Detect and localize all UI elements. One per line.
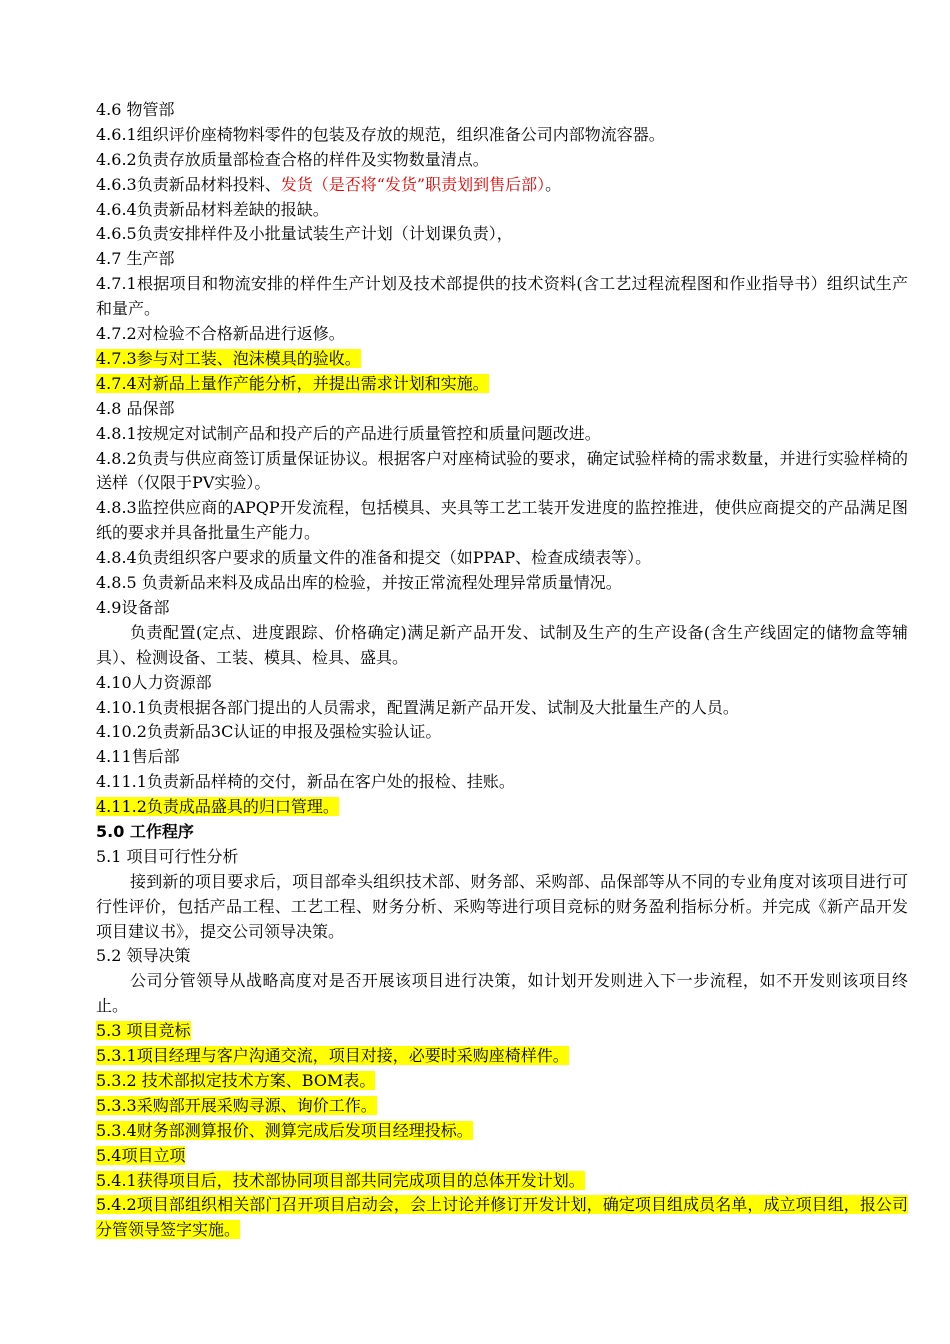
- line-text: 4.10.2负责新品3C认证的申报及强检实验认证。: [96, 722, 442, 742]
- document-line: [96, 1019, 908, 1044]
- line-text: 5.4项目立项: [96, 1145, 186, 1165]
- document-line: [96, 173, 908, 198]
- document-line: [96, 770, 908, 795]
- line-text: 5.2 领导决策: [96, 946, 191, 966]
- line-text: 负责配置(定点、进度跟踪、价格确定)满足新产品开发、试制及生产的生产设备(含生产线固定的储物盒等辅具）、检测设备、工装、模具、检具、盛具。: [96, 622, 908, 667]
- document-line: [96, 969, 908, 1019]
- document-line: [96, 795, 908, 820]
- document-line: [96, 621, 908, 671]
- document-line: [96, 870, 908, 945]
- line-text: 4.8.1按规定对试制产品和投产后的产品进行质量管控和质量问题改进。: [96, 423, 601, 443]
- line-text: 接到新的项目要求后，项目部牵头组织技术部、财务部、采购部、品保部等从不同的专业角度对该项目进行可行性评价，包括产品工程、工艺工程、财务分析、采购等进行项目竞标的财务盈利指标分析。并完成《新产品开发项目建议书》，提交公司领导决策。: [96, 871, 908, 941]
- document-line: [96, 696, 908, 721]
- document-line: [96, 745, 908, 770]
- document-line: [96, 1044, 908, 1069]
- document-line: [96, 222, 908, 247]
- document-line: [96, 372, 908, 397]
- document-line: [96, 845, 908, 870]
- line-text: 4.8.2负责与供应商签订质量保证协议。根据客户对座椅试验的要求，确定试验样椅的需求数量，并进行实验样椅的送样（仅限于PV实验）。: [96, 448, 908, 493]
- line-text: 5.3.1项目经理与客户沟通交流，项目对接，必要时采购座椅样件。: [96, 1046, 569, 1066]
- line-text: 5.1 项目可行性分析: [96, 846, 239, 866]
- line-text: 4.6.4负责新品材料差缺的报缺。: [96, 199, 329, 219]
- line-text: 4.6 物管部: [96, 100, 175, 119]
- line-text: 4.6.5负责安排样件及小批量试装生产计划（计划课负责），: [96, 224, 513, 244]
- line-text: 5.4.1获得项目后，技术部协同项目部共同完成项目的总体开发计划。: [96, 1170, 585, 1190]
- document-line: [96, 671, 908, 696]
- document-line: [96, 422, 908, 447]
- document-line: [96, 322, 908, 347]
- document-line: [96, 123, 908, 148]
- line-text: 5.4.2项目部组织相关部门召开项目启动会，会上讨论并修订开发计划，确定项目组成员名单，成立项目组，报公司分管领导签字实施。: [96, 1195, 908, 1240]
- section-heading: [96, 820, 908, 845]
- line-text: 4.6.2负责存放质量部检查合格的样件及实物数量清点。: [96, 149, 489, 169]
- document-line: [96, 596, 908, 621]
- document-line: [96, 1094, 908, 1119]
- document-line: [96, 720, 908, 745]
- red-annotation-text: 发货（是否将“发货”职责划到售后部）: [280, 174, 546, 194]
- line-text: 4.11售后部: [96, 747, 180, 767]
- document-line: [96, 148, 908, 173]
- document-line: [96, 272, 908, 322]
- line-text: 5.3 项目竞标: [96, 1021, 191, 1041]
- line-text: 4.9设备部: [96, 597, 170, 617]
- document-line: [96, 447, 908, 497]
- document-line: [96, 98, 908, 123]
- document-page: [96, 98, 908, 1243]
- document-line: [96, 571, 908, 596]
- line-text: 公司分管领导从战略高度对是否开展该项目进行决策，如计划开发则进入下一步流程，如不开发则该项目终止。: [96, 971, 908, 1016]
- line-text-suffix: 。: [545, 174, 562, 194]
- line-text: 4.11.1负责新品样椅的交付，新品在客户处的报检、挂账。: [96, 772, 515, 792]
- document-line: [96, 1169, 908, 1194]
- document-line: [96, 347, 908, 372]
- line-text: 4.7.2对检验不合格新品进行返修。: [96, 324, 345, 344]
- line-text: 5.0 工作程序: [96, 821, 194, 841]
- line-text: 4.10.1负责根据各部门提出的人员需求，配置满足新产品开发、试制及大批量生产的人员。: [96, 697, 739, 717]
- line-text: 4.7 生产部: [96, 249, 175, 269]
- line-text: 4.6.3负责新品材料投料、: [96, 174, 281, 194]
- line-text: 4.7.1根据项目和物流安排的样件生产计划及技术部提供的技术资料(含工艺过程流程图和作业指导书）组织试生产和量产。: [96, 274, 908, 319]
- line-text: 4.7.3参与对工装、泡沫模具的验收。: [96, 348, 361, 368]
- document-line: [96, 198, 908, 223]
- line-text: 4.8.5 负责新品来料及成品出库的检验，并按正常流程处理异常质量情况。: [96, 573, 622, 593]
- line-text: 4.6.1组织评价座椅物料零件的包装及存放的规范，组织准备公司内部物流容器。: [96, 124, 665, 144]
- line-text: 4.8 品保部: [96, 398, 175, 418]
- document-line: [96, 546, 908, 571]
- document-line: [96, 496, 908, 546]
- line-text: 4.8.4负责组织客户要求的质量文件的准备和提交（如PPAP、检查成绩表等）。: [96, 548, 652, 568]
- line-text: 5.3.2 技术部拟定技术方案、BOM表。: [96, 1070, 376, 1090]
- line-text: 4.10人力资源部: [96, 672, 212, 692]
- document-line: [96, 397, 908, 422]
- line-text: 4.7.4对新品上量作产能分析，并提出需求计划和实施。: [96, 373, 489, 393]
- document-line: [96, 1069, 908, 1094]
- document-line: [96, 1144, 908, 1169]
- document-line: [96, 247, 908, 272]
- line-text: 4.11.2负责成品盛具的归口管理。: [96, 797, 339, 817]
- document-line: [96, 1193, 908, 1243]
- document-line: [96, 944, 908, 969]
- line-text: 5.3.4财务部测算报价、测算完成后发项目经理投标。: [96, 1120, 473, 1140]
- line-text: 4.8.3监控供应商的APQP开发流程，包括模具、夹具等工艺工装开发进度的监控推进，使供应商提交的产品满足图纸的要求并具备批量生产能力。: [96, 498, 908, 543]
- document-line: [96, 1119, 908, 1144]
- line-text: 5.3.3采购部开展采购寻源、询价工作。: [96, 1095, 377, 1115]
